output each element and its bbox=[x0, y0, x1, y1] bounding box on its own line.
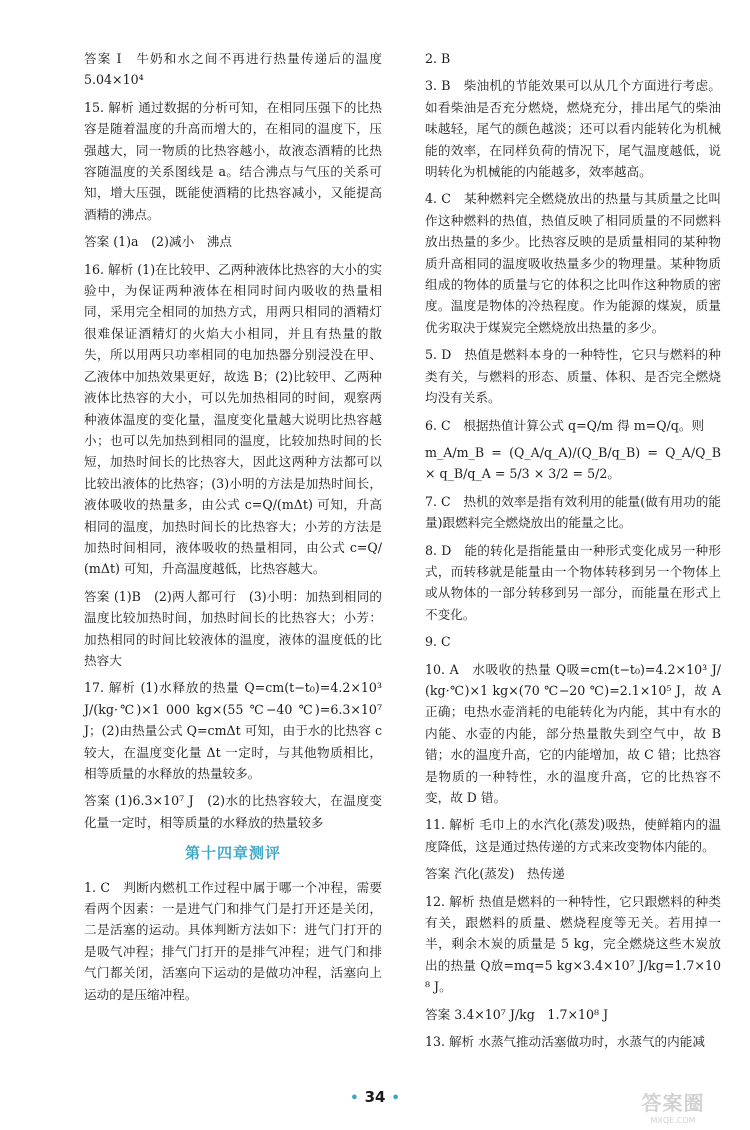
answer-16: 答案 (1)B (2)两人都可行 (3)小明：加热到相同的温度比较加热时间，加热时间长的比热容大；小芳：加热相同的时间比较液体的温度，液体的温度低的比热容大 bbox=[84, 588, 382, 668]
answer-12: 答案 3.4×10⁷ J/kg 1.7×10⁸ J bbox=[425, 1006, 609, 1022]
q17-analysis: 17. 解析 (1)水释放的热量 Q=cm(t−t₀)=4.2×10³ J/(kg·℃)×1 000 kg×(55 ℃−40 ℃)=6.3×10⁷ J；(2)由热量公式 Q=cmΔt 可知，由于水的比热容 c 较大，在温度变化量 Δt 一定时，与其他物质相比，相等质量的水释放的热量较多。 bbox=[84, 680, 382, 781]
q7: 7. C 热机的效率是指有效利用的能量(做有用功的能量)跟燃料完全燃烧放出的能量之比。 bbox=[425, 493, 721, 531]
watermark-sub-text: MXQE.COM bbox=[650, 1116, 696, 1125]
left-column bbox=[84, 48, 395, 1011]
watermark-logo bbox=[618, 1082, 728, 1130]
q2: 2. B bbox=[425, 51, 451, 66]
q11: 11. 解析 毛巾上的水汽化(蒸发)吸热，使鲜箱内的温度降低，这是通过热传递的方式来改变物体内能的。 bbox=[425, 817, 721, 854]
q10: 10. A 水吸收的热量 Q吸=cm(t−t₀)=4.2×10³ J/(kg·℃)×1 kg×(70 ℃−20 ℃)=2.1×10⁵ J，故 A 正确；电热水壶消耗的电能转化为内能，其中有水的内能、水壶的内能，部分热量散失到空气中，故 B 错；水的温度升高，它的内能增加，故 C 错；比热容是物质的一种特性，水的温度升高，它的比热容不变，故 D 错。 bbox=[425, 661, 721, 805]
q3: 3. B 柴油机的节能效果可以从几个方面进行考虑。如看柴油是否充分燃烧，燃烧充分，排出尾气的柴油味越轻，尾气的颜色越淡；还可以看内能转化为机械能的效率，在同样负荷的情况下，尾气温度越低，说明转化为机械能的内能越多，效率越高。 bbox=[425, 78, 721, 180]
q16-analysis: 16. 解析 (1)在比较甲、乙两种液体比热容的大小的实验中，为保证两种液体在相同时间内吸收的热量相同，采用完全相同的加热方式，用两只相同的酒精灯很难保证酒精灯的火焰大小相同，并且有热量的散失，所以用两只功率相同的电加热器分别浸没在甲、乙液体中加热效果更好，故选 B；(2)比较甲、乙两种液体比热容的大小，可以先加热相同的时间，观察两种液体温度的变化量，温度变化量越大说明比热容越小；也可以先加热到相同的温度，比较加热时间的长短，加热时间长的比热容大，因此这两种方法都可以比较出液体的比热容；(3)小明的方法是加热时间长，液体吸收的热量多，由公式 c=Q/(mΔt) 可知，升高相同的温度，加热时间长的比热容大；小芳的方法是加热时间相同，液体吸收的热量相同，由公式 c=Q/(mΔt) 可知，升高温度越低，比热容越大。 bbox=[84, 261, 382, 577]
answer-14: 答案 Ⅰ 牛奶和水之间不再进行热量传递后的温度 5.04×10⁴ bbox=[84, 51, 395, 88]
chapter-title: 第十四章测评 bbox=[184, 844, 281, 863]
answer-15: 答案 (1)a (2)减小 沸点 bbox=[84, 234, 232, 250]
chapter-q1: 1. C 判断内燃机工作过程中属于哪一个冲程，需要看两个因素：一是进气门和排气门是打开还是关闭，二是活塞的运动。具体判断方法如下：进气门打开的是吸气冲程；排气门打开的是排气冲程；进气门和排气门都关闭，活塞向下运动的是做功冲程，活塞向上运动的是压缩冲程。 bbox=[84, 879, 382, 1002]
q6-formula: m_A/m_B = (Q_A/q_A)/(Q_B/q_B) = Q_A/Q_B × q_B/q_A = 5/3 × 3/2 = 5/2。 bbox=[425, 444, 721, 482]
q4: 4. C 某种燃料完全燃烧放出的热量与其质量之比叫作这种燃料的热值，热值反映了相同质量的不同燃料放出热量的多少。比热容反映的是质量相同的某种物质升高相同的温度吸收热量多少的物理量。某种物质组成的物体的质量与它的体积之比叫作这种物质的密度。温度是物体的冷热程度。作为能源的煤炭，质量优劣取决于煤炭完全燃烧放出热量的多少。 bbox=[425, 191, 721, 335]
q5: 5. D 热值是燃料本身的一种特性，它只与燃料的种类有关，与燃料的形态、质量、体积、是否完全燃烧均没有关系。 bbox=[425, 347, 721, 406]
footer-dot-right-icon: • bbox=[391, 1091, 400, 1106]
footer-dot-left-icon: • bbox=[350, 1091, 359, 1106]
q13: 13. 解析 水蒸气推动活塞做功时，水蒸气的内能减 bbox=[425, 1034, 705, 1050]
watermark-main-text: 答案圈 bbox=[641, 1091, 705, 1115]
q9: 9. C bbox=[425, 634, 451, 650]
answer-11: 答案 汽化(蒸发) 热传递 bbox=[425, 866, 565, 882]
answer-17: 答案 (1)6.3×10⁷ J (2)水的比热容较大，在温度变化量一定时，相等质量的水释放的热量较多 bbox=[84, 793, 382, 830]
page-number: 34 bbox=[364, 1088, 386, 1106]
q12: 12. 解析 热值是燃料的一种特性，它只跟燃料的种类有关，跟燃料的质量、燃烧程度等无关。若用掉一半，剩余木炭的质量是 5 kg，完全燃烧这些木炭放出的热量 Q放=mq=5 kg×3.4×10⁷ J/kg=1.7×10⁸ J。 bbox=[425, 893, 721, 995]
q15-analysis: 15. 解析 通过数据的分析可知，在相同压强下的比热容是随着温度的升高而增大的，在相同的温度下，压强越大，同一物质的比热容越小，故液态酒精的比热容随温度的关系图线是 a。结合沸点与气压的关系可知，增大压强，既能使酒精的比热容减小，又能提高酒精的沸点。 bbox=[84, 99, 382, 222]
right-column bbox=[425, 48, 721, 1058]
q6-intro: 6. C 根据热值计算公式 q=Q/m 得 m=Q/q。则 bbox=[425, 417, 705, 433]
q8: 8. D 能的转化是指能量由一种形式变化成另一种形式，而转移就是能量由一个物体转移到另一个物体上或从物体的一部分转移到另一部分，而能量在形式上不变化。 bbox=[425, 542, 721, 622]
